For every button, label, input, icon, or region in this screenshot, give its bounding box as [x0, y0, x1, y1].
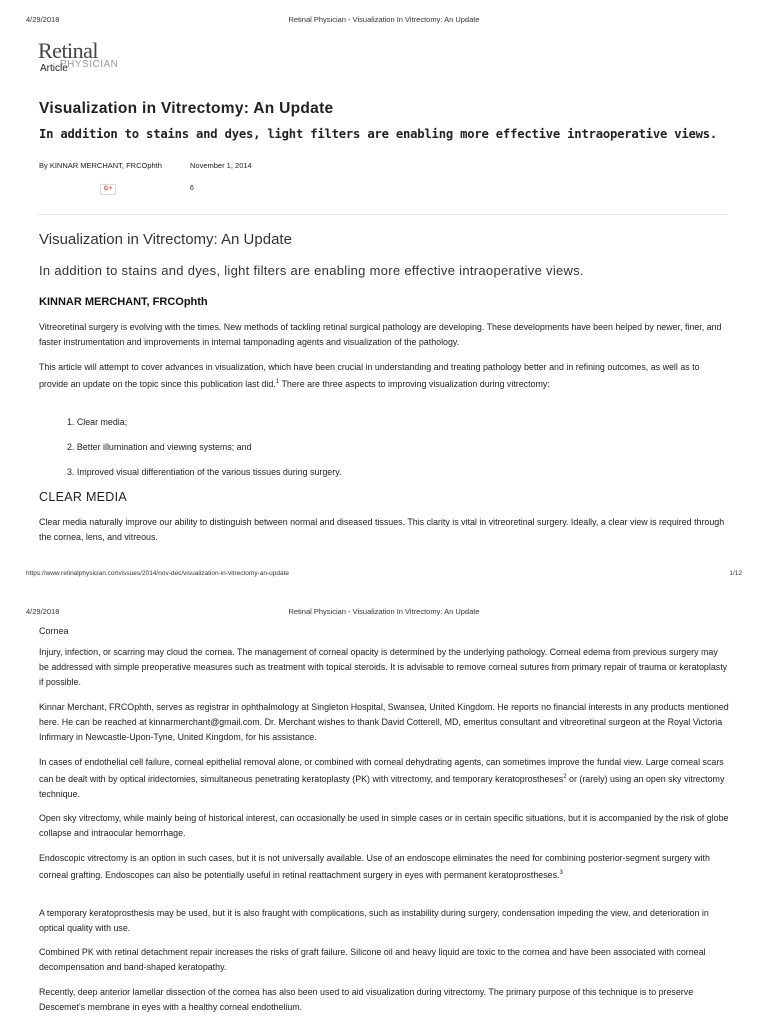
- paragraph-endoscopic: [39, 851, 729, 883]
- list-item: 2. Better illumination and viewing systems; and: [67, 442, 252, 452]
- list-item: 1. Clear media;: [67, 417, 128, 427]
- logo-subword: PHYSICIAN: [60, 59, 119, 70]
- article-date: November 1, 2014: [190, 161, 252, 170]
- print-header-date: 4/29/2018: [26, 607, 60, 616]
- paragraph-combined-pk: Combined PK with retinal detachment repair increases the risks of graft failure. Silicone oil and heavy liquid are toxic to the cornea and have been associated with corneal decompensation and band-shaped keratopathy.: [39, 947, 706, 972]
- print-header-date: 4/29/2018: [26, 15, 60, 24]
- site-logo[interactable]: [38, 39, 118, 75]
- body-subtitle: In addition to stains and dyes, light filters are enabling more effective intraoperative views.: [39, 263, 584, 278]
- print-footer-page: 1/12: [729, 570, 742, 577]
- paragraph-cornea-2-text-a: In cases of endothelial cell failure, corneal epithelial removal alone, or combined with corneal dehydrating agents, can sometimes improve the fundal view. Large corneal scars can be dealt with by optical iridectomies, simultaneous penetrating keratoplasty (PK) with vitrectomy, and temporary keratoprostheses: [39, 757, 724, 784]
- print-header-title: Retinal Physician - Visualization In Vitrectomy: An Update: [288, 607, 480, 616]
- footnote-ref-1[interactable]: 1: [275, 379, 280, 385]
- paragraph-cornea-1: Injury, infection, or scarring may cloud the cornea. The management of corneal opacity is determined by the underlying pathology. Corneal edema from previous surgery may be addressed with simple preoperative measures such as treatment with topical steroids. It is advisable to remove corneal sutures from primary repair of trauma or keratoplasty if possible.: [39, 647, 728, 687]
- paragraph-endoscopic-text: Endoscopic vitrectomy is an option in such cases, but it is not universally available. Use of an endoscope eliminates the need for combining posterior-segment surgery with corneal grafting. Endoscopes can also be potentially useful in retinal reattachment surgery in eyes with permanent keratoprostheses.: [39, 853, 710, 880]
- paragraph-open-sky: Open sky vitrectomy, while mainly being of historical interest, can occasionally be used in simple cases or in certain specific situations, but it is accompanied by the risk of globe collapse and intraocular hemorrhage.: [39, 813, 729, 838]
- divider: [38, 214, 728, 215]
- article-byline[interactable]: By KINNAR MERCHANT, FRCOphth: [39, 161, 162, 170]
- subheading-cornea: Cornea: [39, 626, 69, 636]
- paragraph-keratoprosthesis: A temporary keratoprosthesis may be used, but it is also fraught with complications, such as instability during surgery, condensation impeding the view, and deterioration in optical quality with use.: [39, 908, 709, 933]
- print-header-title: Retinal Physician - Visualization In Vitrectomy: An Update: [288, 15, 480, 24]
- paragraph-aspects-text-b: There are three aspects to improving visualization during vitrectomy:: [279, 378, 550, 389]
- article-subtitle: In addition to stains and dyes, light filters are enabling more effective intraoperative views.: [39, 127, 718, 141]
- paragraph-aspects-text-a: This article will attempt to cover advances in visualization, which have been crucial in understanding and treating pathology better and in refining outcomes, as well as to provide an update on the topic since this publication last did.: [39, 362, 700, 389]
- body-title: Visualization in Vitrectomy: An Update: [39, 231, 292, 248]
- list-item: 3. Improved visual differentiation of the various tissues during surgery.: [67, 467, 342, 477]
- paragraph-author-bio: Kinnar Merchant, FRCOphth, serves as registrar in ophthalmology at Singleton Hospital, Swansea, United Kingdom. He reports no financial interests in any products mentioned here. He can be reached at kinnarmerchant@gmail.com. Dr. Merchant wishes to thank David Cotterell, MD, emeritus consultant and vitreoretinal surgeon at the Royal Victoria Infirmary in Newcastle-Upon-Tyne, United Kingdom, for his assistance.: [39, 702, 729, 742]
- google-plus-share-button[interactable]: G+: [100, 184, 116, 195]
- print-footer-url[interactable]: https://www.retinalphysician.com/issues/2014/nov-dec/visualization-in-vitrectomy-an-update: [26, 570, 290, 577]
- footnote-ref-2[interactable]: 2: [563, 774, 567, 780]
- paragraph-aspects: [39, 360, 729, 392]
- article-title: Visualization in Vitrectomy: An Update: [39, 100, 334, 117]
- footnote-ref-3[interactable]: 3: [559, 870, 563, 876]
- paragraph-clear-media: Clear media naturally improve our ability to distinguish between normal and diseased tissues. This clarity is vital in vitreoretinal surgery. Ideally, a clear view is required through the cornea, lens, and vitreous.: [39, 517, 725, 542]
- share-count: 6: [190, 185, 194, 192]
- logo-wordmark: Retinal: [38, 38, 99, 63]
- paragraph-cornea-2-text-b: or (rarely) using an open sky vitrectomy technique.: [39, 773, 725, 799]
- paragraph-lamellar: Recently, deep anterior lamellar dissection of the cornea has also been used to aid visualization during vitrectomy. The primary purpose of this technique is to preserve Descemet's membrane in eyes with a healthy corneal endothelium.: [39, 987, 694, 1012]
- paragraph-cornea-2: [39, 755, 729, 802]
- paragraph-intro: Vitreoretinal surgery is evolving with the times. New methods of tackling retinal surgical pathology are developing. These developments have been helped by newer, finer, and faster instrumentation and improvements in internal tamponading agents and visualization of the pathology.: [39, 322, 722, 347]
- section-label: Article: [40, 63, 68, 74]
- body-author: KINNAR MERCHANT, FRCOphth: [39, 296, 208, 308]
- section-heading-clear-media: CLEAR MEDIA: [39, 490, 128, 504]
